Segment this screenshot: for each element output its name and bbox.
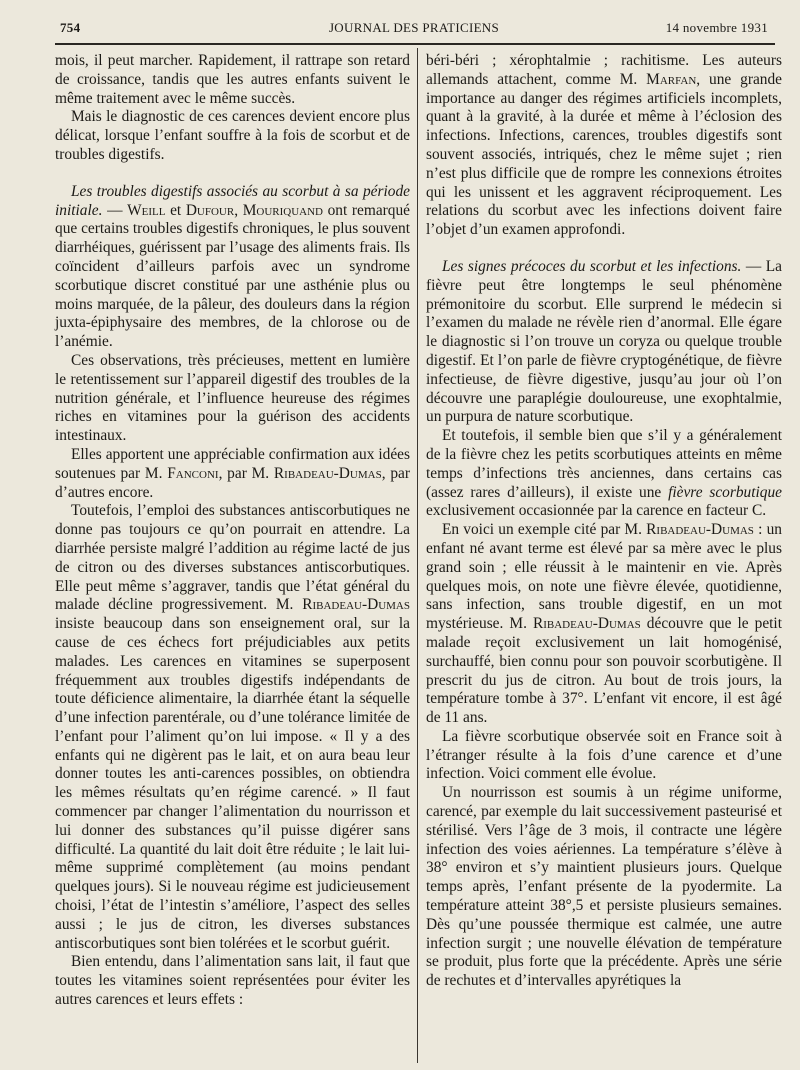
text-run: Toutefois, l’emploi des substances antiscorbutiques ne donne pas toujours ce qu’on pourrait en attendre. La diarrhée persiste malgré l’addition au régime lacté de jus de citron ou des diverses substances antiscorbutiques. Elle peut même s’aggraver, tandis que l’état général du malade décline progressivement. M. xyxy=(55,502,410,614)
text-run: , par d’autres encore. xyxy=(55,464,410,501)
running-head xyxy=(60,14,768,40)
paragraph: Un nourrisson est soumis à un régime uniforme, carencé, par exemple du lait successivement pasteurisé et stérilisé. Vers l’âge de 3 mois, il contracte une légère infection des voies aériennes. La température s’élève à 38° environ et s’y maintient plusieurs jours. Quelque temps après, l’enfant présente de la pyodermite. La température atteint 38°,5 et persiste plusieurs semaines. Dès qu’une poussée thermique est calmée, une autre infection surgit ; une nouvelle élévation de température se produit, plus forte que la précédente. Après une série de rechutes et d’intervalles apyrétiques la xyxy=(426,784,782,990)
section-heading: Les troubles digestifs associés au scorbut à sa période initiale. xyxy=(55,182,410,219)
text-run: , xyxy=(234,201,243,219)
issue-date: 14 novembre 1931 xyxy=(665,20,768,35)
author-name: Ribadeau-Dumas xyxy=(302,596,410,614)
section-paragraph xyxy=(426,258,782,427)
left-column xyxy=(55,52,410,1010)
text-run: découvre que le petit malade reçoit exclusivement un lait homogénisé, surchauffé, bien connu pour son pouvoir scorbutigène. Il prescrit du jus de citron. Au bout de trois jours, la température tombe à 37°. L’enfant vit encore, il est âgé de 11 ans. xyxy=(426,615,782,727)
paragraph: La fièvre scorbutique observée soit en France soit à l’étranger résulte à la fois d’une carence et d’une infection. Voici comment elle évolue. xyxy=(426,727,782,783)
paragraph: Mais le diagnostic de ces carences devient encore plus délicat, lorsque l’enfant souffre à la fois de scorbut et de troubles digestifs. xyxy=(55,108,410,163)
paragraph: mois, il peut marcher. Rapidement, il rattrape son retard de croissance, tandis que les autres enfants suivent le même traitement avec le même succès. xyxy=(55,52,410,107)
emphasis: fièvre scorbutique xyxy=(668,483,782,501)
page-number: 754 xyxy=(60,20,81,35)
text-run: exclusivement occasionnée par la carence en facteur C. xyxy=(426,502,767,520)
text-run: insiste beaucoup dans son enseignement oral, sur la cause de ces échecs fort préjudiciables aux petits malades. Les carences en vitamines se superposent fréquemment aux troubles digestifs indépendants de toute déficience alimentaire, la diarrhée étant la séquelle d’une infection parentérale, ou d’une tolérance limitée de l’enfant pour l’aliment qu’on lui impose. « Il y a des enfants qui ne digèrent pas le lait, et on aura beau leur donner toutes les anti-carences possibles, on obtiendra les mêmes résultats qu’en régime carencé. » Il faut commencer par changer l’alimentation du nourrisson et lui donner des substances qu’il puisse digérer sans difficulté. La quantité du lait doit être réduite ; le lait lui-même supprimé complètement (au moins pendant quelques jours). Si le nouveau régime est judicieusement choisi, l’état de l’intestin s’améliore, l’aspect des selles aussi ; le jus de citron, les diverses substances antiscorbutiques sont bien tolérées et le scorbut guérit. xyxy=(55,615,410,952)
journal-title: JOURNAL DES PRATICIENS xyxy=(328,20,500,35)
author-name: Ribadeau-Dumas xyxy=(532,615,641,633)
author-name: Ribadeau-Dumas xyxy=(273,464,382,482)
text-run: — xyxy=(741,257,766,275)
text-run: La fièvre peut être longtemps le seul phénomène prémonitoire du scorbut. Elle surprend le médecin si l’examen du malade ne révèle rien d’anormal. Elle égare le diagnostic si l’on trouve un coryza ou quelque trouble digestif. Et l’on parle de fièvre cryptogénétique, de fièvre infectieuse, de fièvre digestive, jusqu’au jour où l’on découvre une paraplégie douloureuse, une exophtalmie, un purpura de nature scorbutique. xyxy=(426,257,782,426)
text-run: : un enfant né avant terme est élevé par sa mère avec le plus grand soin ; elle réussit à le maintenir en vie. Après quelques mois, on note une fièvre élevée, quotidienne, sans infection, sans trouble digestif, en un mot mystérieuse. M. xyxy=(426,521,782,633)
author-name: Dufour xyxy=(185,201,235,219)
paragraph: Bien entendu, dans l’alimentation sans lait, il faut que toutes les vitamines soient représentées pour éviter les autres carences et leurs effets : xyxy=(55,953,410,1009)
section-heading: Les signes précoces du scorbut et les infections. xyxy=(442,257,742,275)
text-run: En voici un exemple cité par M. xyxy=(442,521,647,539)
paragraph xyxy=(55,446,410,502)
header-rule xyxy=(55,43,775,45)
author-name: Fanconi xyxy=(167,464,219,482)
text-run: ont remarqué que certains troubles digestifs chroniques, le plus souvent diarrhéiques, guérissent par l’usage des aliments frais. Ils coïncident d’ailleurs parfois avec un syndrome scorbutique discret constitué par une asthénie plus ou moins marquée, de la pâleur, des douleurs dans la région juxta-épiphysaire des membres, de la chlorose ou de l’anémie. xyxy=(55,201,410,351)
paragraph xyxy=(426,52,782,240)
text-run: , par M. xyxy=(218,464,274,482)
author-name: Marfan xyxy=(646,70,697,88)
column-divider xyxy=(417,48,418,1063)
paragraph xyxy=(426,521,782,728)
author-name: Ribadeau-Dumas xyxy=(646,521,754,539)
text-run: Et toutefois, il semble bien que s’il y a généralement de la fièvre chez les petits scorbutiques atteints en même temps d’infections très anciennes, dans certains cas (assez rares d’ailleurs), il existe une xyxy=(426,427,782,501)
text-run: et xyxy=(165,201,186,219)
right-column xyxy=(426,52,782,991)
author-name: Mouriquand xyxy=(242,201,323,219)
paragraph xyxy=(426,427,782,521)
text-run: béri-béri ; xérophtalmie ; rachitisme. Les auteurs allemands attachent, comme M. xyxy=(426,52,782,88)
author-name: Weill xyxy=(127,201,166,219)
text-run: Elles apportent une appréciable confirmation aux idées soutenues par M. xyxy=(55,445,410,482)
text-run: , une grande importance au danger des régimes artificiels incomplets, quant à la gravité, à la durée et même à l’éclosion des infections. Infections, carences, troubles digestifs sont souvent associés, intriqués, chez le même sujet ; rien n’est plus difficile que de rompre les connexions étroites qui les unissent et les aggravent réciproquement. Les relations du scorbut avec les infections doivent faire l’objet d’un examen approfondi. xyxy=(426,70,782,239)
paragraph: Ces observations, très précieuses, mettent en lumière le retentissement sur l’appareil digestif des troubles de la nutrition générale, et l’influence heureuse des régimes riches en vitamines pour la guérison des accidents intestinaux. xyxy=(55,351,410,445)
text-run: — xyxy=(102,201,128,219)
section-paragraph xyxy=(55,183,410,352)
paragraph xyxy=(55,502,410,953)
